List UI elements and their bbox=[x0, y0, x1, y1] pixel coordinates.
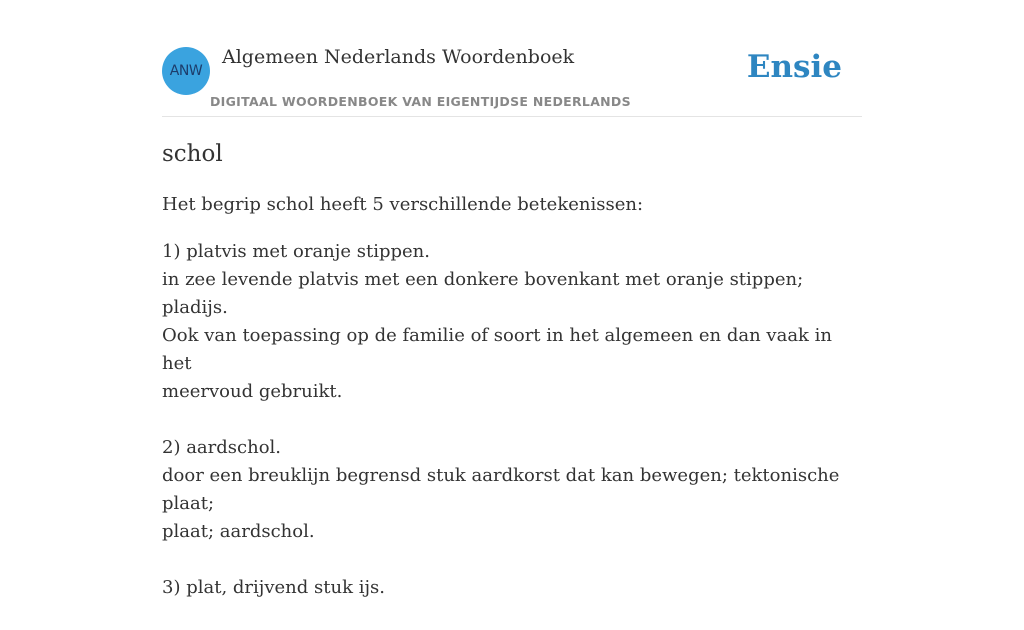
meaning-line: door een breuklijn begrensd stuk aardkorst dat kan bewegen; tektonische plaat; bbox=[162, 465, 840, 514]
meaning-item bbox=[162, 574, 862, 602]
meaning-item bbox=[162, 434, 862, 546]
meaning-line: Ook van toepassing op de familie of soort in het algemeen en dan vaak in het bbox=[162, 325, 833, 374]
ensie-brand-link[interactable]: Ensie bbox=[746, 49, 842, 85]
anw-logo[interactable] bbox=[162, 47, 210, 95]
meaning-line: in zee levende platvis met een donkere bovenkant met oranje stippen; pladijs. bbox=[162, 269, 804, 318]
page-title: schol bbox=[162, 141, 223, 167]
meaning-label: 2) aardschol. bbox=[162, 437, 282, 458]
meaning-line: plaat; aardschol. bbox=[162, 521, 315, 542]
logo-text: ANW bbox=[169, 63, 203, 79]
entry-intro: Het begrip schol heeft 5 verschillende betekenissen: bbox=[162, 194, 644, 215]
meaning-label: 1) platvis met oranje stippen. bbox=[162, 241, 430, 262]
entry-content bbox=[162, 136, 862, 630]
meaning-line: meervoud gebruikt. bbox=[162, 381, 343, 402]
site-title[interactable]: Algemeen Nederlands Woordenboek bbox=[222, 46, 575, 68]
site-subtitle: DIGITAAL WOORDENBOEK VAN EIGENTIJDSE NEDERLANDS bbox=[210, 94, 631, 109]
meaning-label: 3) plat, drijvend stuk ijs. bbox=[162, 577, 385, 598]
site-header bbox=[162, 40, 862, 117]
meanings-list bbox=[162, 238, 862, 602]
meaning-item bbox=[162, 238, 862, 406]
